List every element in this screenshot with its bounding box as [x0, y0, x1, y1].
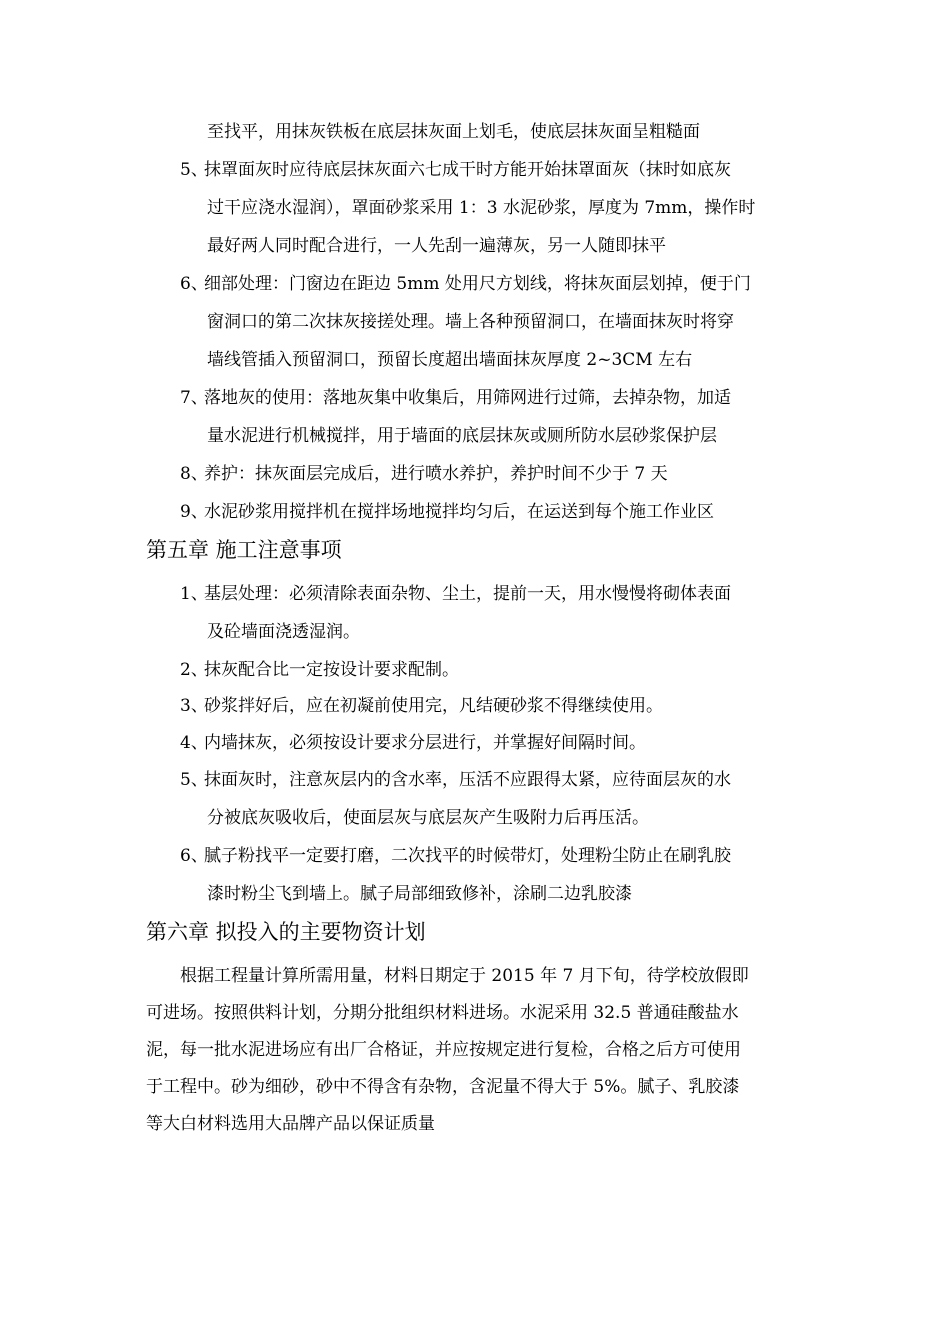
list-item	[180, 694, 663, 718]
item-number: 8、	[180, 464, 208, 484]
list-item	[180, 462, 668, 486]
item-number: 3、	[180, 696, 208, 716]
item-text: 细部处理：门窗边在距边 5mm 处用尺方划线，将抹灰面层划掉，便于门	[204, 274, 751, 294]
list-item	[180, 386, 731, 410]
item-text: 养护：抹灰面层完成后，进行喷水养护，养护时间不少于 7 天	[204, 464, 668, 484]
item-text: 抹罩面灰时应待底层抹灰面六七成干时方能开始抹罩面灰（抹时如底灰	[204, 160, 731, 180]
item-text-line: 过干应浇水湿润），罩面砂浆采用 1：3 水泥砂浆，厚度为 7mm，操作时	[207, 198, 756, 218]
paragraph-line: 等大白材料选用大品牌产品以保证质量	[146, 1114, 435, 1134]
item-text: 抹面灰时，注意灰层内的含水率，压活不应跟得太紧，应待面层灰的水	[204, 770, 731, 790]
item-number: 5、	[180, 770, 208, 790]
item-text: 基层处理：必须清除表面杂物、尘土，提前一天，用水慢慢将砌体表面	[204, 584, 731, 604]
item-number: 5、	[180, 160, 208, 180]
list-item	[180, 582, 731, 606]
list-item	[180, 658, 459, 682]
item-text: 腻子粉找平一定要打磨，二次找平的时候带灯，处理粉尘防止在刷乳胶	[204, 846, 731, 866]
chapter-5-heading: 第五章 施工注意事项	[146, 538, 342, 562]
paragraph-line: 泥，每一批水泥进场应有出厂合格证，并应按规定进行复检，合格之后方可使用	[146, 1040, 741, 1060]
list-item	[180, 768, 731, 792]
list-item	[180, 500, 714, 524]
item-number: 6、	[180, 846, 208, 866]
item-text-line: 漆时粉尘飞到墙上。腻子局部细致修补，涂刷二边乳胶漆	[207, 884, 632, 904]
item-text-line: 墙线管插入预留洞口，预留长度超出墙面抹灰厚度 2~3CM 左右	[207, 350, 693, 370]
item-number: 4、	[180, 733, 208, 753]
item-number: 9、	[180, 502, 208, 522]
list-item	[180, 731, 646, 755]
item-text: 落地灰的使用：落地灰集中收集后，用筛网进行过筛，去掉杂物，加适	[204, 388, 731, 408]
item-number: 6、	[180, 274, 208, 294]
chapter-6-heading: 第六章 拟投入的主要物资计划	[146, 920, 426, 944]
item-text-line: 分被底灰吸收后，使面层灰与底层灰产生吸附力后再压活。	[207, 808, 649, 828]
paragraph-line: 于工程中。砂为细砂，砂中不得含有杂物，含泥量不得大于 5%。腻子、乳胶漆	[146, 1077, 740, 1097]
list-item	[180, 272, 751, 296]
item-number: 2、	[180, 660, 208, 680]
list-item	[180, 844, 731, 868]
item-text: 砂浆拌好后，应在初凝前使用完，凡结硬砂浆不得继续使用。	[204, 696, 663, 716]
paragraph-line: 可进场。按照供料计划，分期分批组织材料进场。水泥采用 32.5 普通硅酸盐水	[146, 1003, 739, 1023]
item-text: 抹灰配合比一定按设计要求配制。	[204, 660, 459, 680]
item-text-line: 窗洞口的第二次抹灰接搓处理。墙上各种预留洞口，在墙面抹灰时将穿	[207, 312, 734, 332]
item-number: 7、	[180, 388, 208, 408]
item-number: 1、	[180, 584, 208, 604]
paragraph-line: 根据工程量计算所需用量，材料日期定于 2015 年 7 月下旬，待学校放假即	[180, 966, 749, 986]
item-text-line: 最好两人同时配合进行，一人先刮一遍薄灰，另一人随即抹平	[207, 236, 666, 256]
item-text: 内墙抹灰，必须按设计要求分层进行，并掌握好间隔时间。	[204, 733, 646, 753]
item-text-line: 量水泥进行机械搅拌，用于墙面的底层抹灰或厕所防水层砂浆保护层	[207, 426, 717, 446]
item-text: 水泥砂浆用搅拌机在搅拌场地搅拌均匀后，在运送到每个施工作业区	[204, 502, 714, 522]
item-4-continuation: 至找平，用抹灰铁板在底层抹灰面上划毛，使底层抹灰面呈粗糙面	[207, 122, 700, 142]
item-text-line: 及砼墙面浇透湿润。	[207, 622, 360, 642]
list-item	[180, 158, 731, 182]
